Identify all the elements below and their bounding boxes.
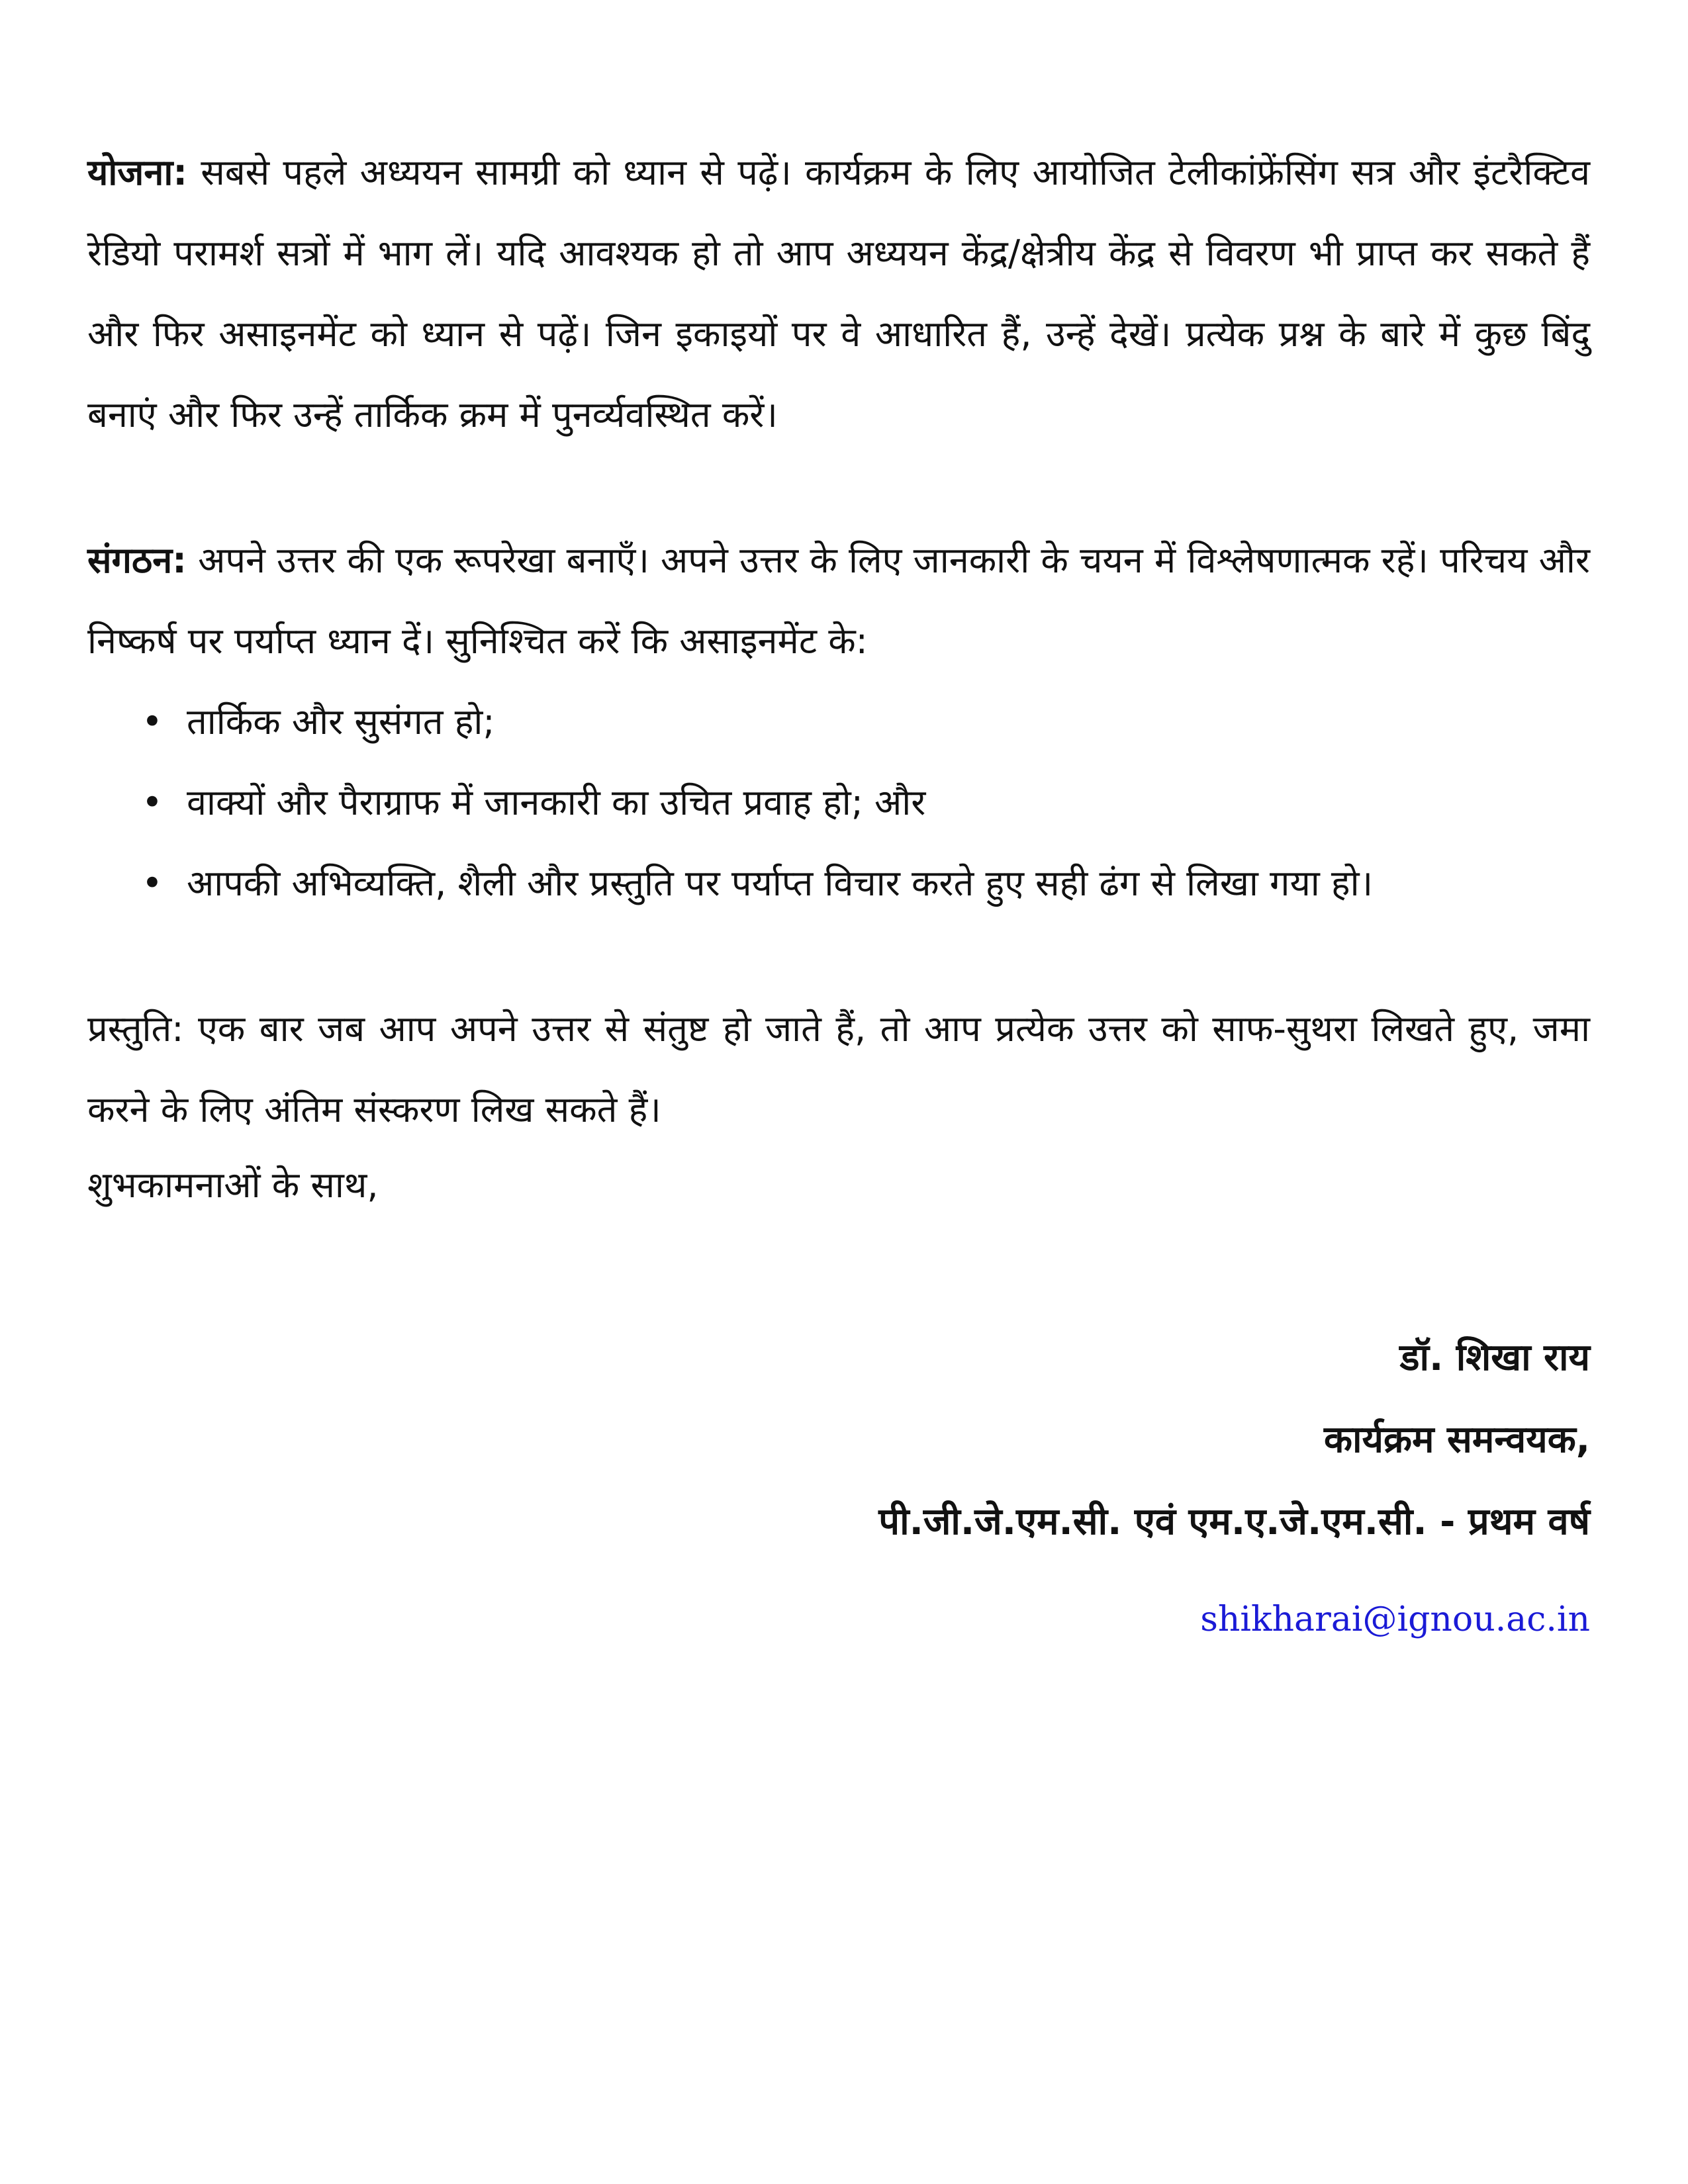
bullet-icon: •: [142, 701, 163, 743]
signatory-designation: कार्यक्रम समन्वयक,: [1324, 1418, 1590, 1461]
organization-label: संगठन:: [87, 539, 187, 581]
planning-paragraph: [87, 132, 1590, 455]
closing-line: शुभकामनाओं के साथ,: [87, 1164, 379, 1206]
planning-text: सबसे पहले अध्ययन सामग्री को ध्यान से पढ़ें। कार्यक्रम के लिए आयोजित टेलीकांफ्रेंसिंग सत्र और इंटरैक्टिव रेडियो परामर्श सत्रों में भाग लें। यदि आवश्यक हो तो आप अध्ययन केंद्र/क्षेत्रीय केंद्र से विवरण भी प्राप्त कर सकते हैं और फिर असाइनमेंट को ध्यान से पढ़ें। जिन इकाइयों पर वे आधारित हैं, उन्हें देखें। प्रत्येक प्रश्न के बारे में कुछ बिंदु बनाएं और फिर उन्हें तार्किक क्रम में पुनर्व्यवस्थित करें।: [87, 152, 1590, 435]
bullet-icon: •: [142, 782, 163, 823]
spacer: [87, 924, 1590, 989]
bullet-icon: •: [142, 862, 163, 904]
signatory-program: पी.जी.जे.एम.सी. एवं एम.ए.जे.एम.सी. - प्रथम वर्ष: [878, 1500, 1590, 1543]
organization-text: अपने उत्तर की एक रूपरेखा बनाएँ। अपने उत्तर के लिए जानकारी के चयन में विश्लेषणात्मक रहें। परिचय और निष्कर्ष पर पर्याप्त ध्यान दें। सुनिश्चित करें कि असाइनमेंट के:: [87, 539, 1590, 662]
email-link[interactable]: shikharai@ignou.ac.in: [1200, 1600, 1590, 1639]
signatory-name: डॉ. शिखा राय: [1399, 1336, 1590, 1379]
list-item: [87, 762, 1590, 843]
spacer: [87, 455, 1590, 520]
bullet-text: तार्किक और सुसंगत हो;: [187, 701, 495, 743]
bullet-text: आपकी अभिव्यक्ति, शैली और प्रस्तुति पर पर्याप्त विचार करते हुए सही ढंग से लिखा गया हो।: [187, 862, 1374, 904]
presentation-paragraph: प्रस्तुति: एक बार जब आप अपने उत्तर से संतुष्ट हो जाते हैं, तो आप प्रत्येक उत्तर को साफ-सुथरा लिखते हुए, जमा करने के लिए अंतिम संस्करण लिख सकते हैं।: [87, 1008, 1590, 1130]
list-item: [87, 682, 1590, 762]
letter-body: [87, 132, 1590, 1220]
organization-paragraph: [87, 520, 1590, 682]
signature-block: [878, 1317, 1590, 1643]
list-item: [87, 843, 1590, 924]
bullet-text: वाक्यों और पैराग्राफ में जानकारी का उचित प्रवाह हो; और: [187, 782, 926, 823]
organization-bullet-list: [87, 682, 1590, 924]
planning-label: योजना:: [87, 152, 187, 193]
